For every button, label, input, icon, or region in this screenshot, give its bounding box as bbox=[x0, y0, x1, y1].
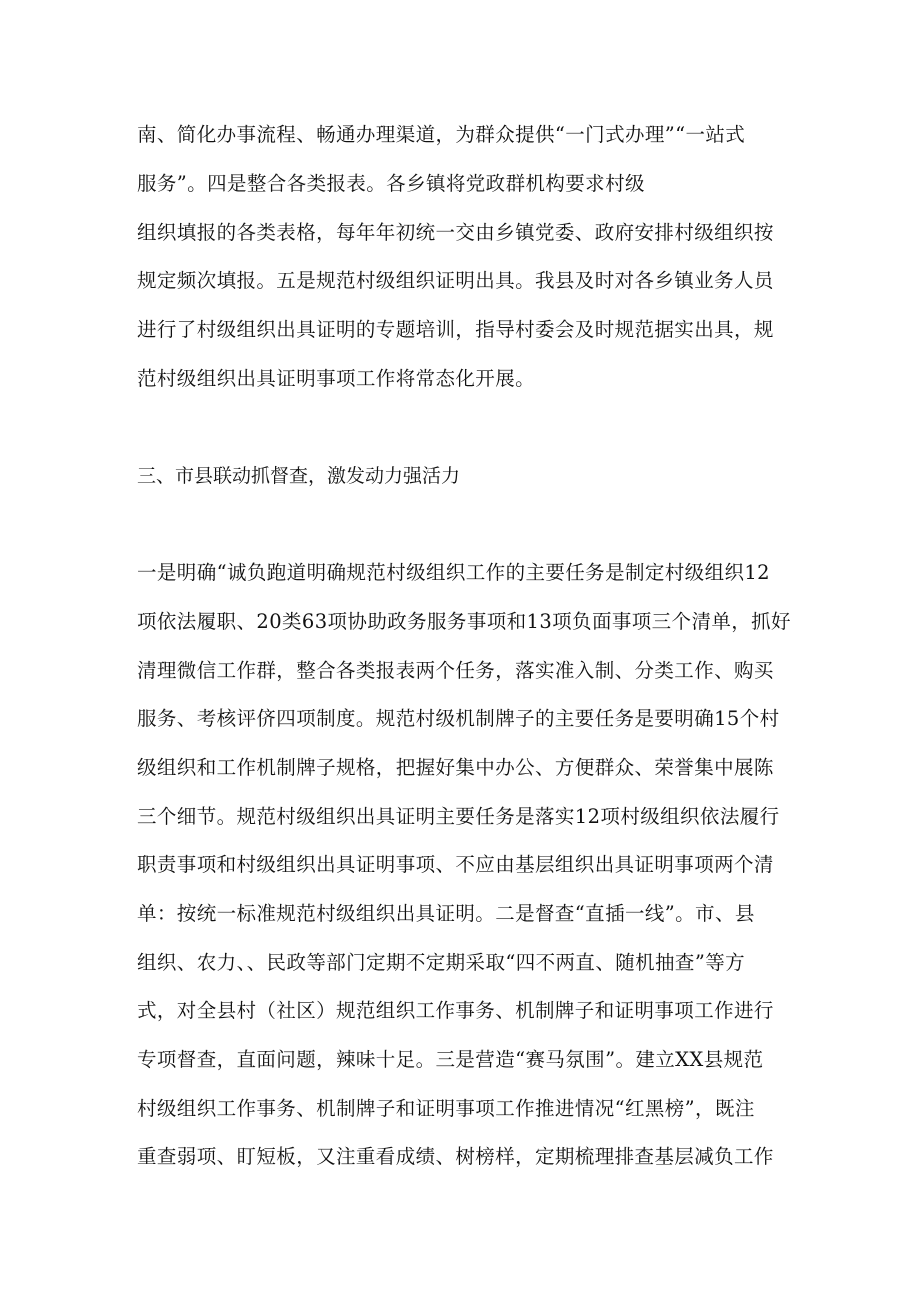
paragraph-line: 清理微信工作群，整合各类报表两个任务，落实准入制、分类工作、购买 bbox=[137, 659, 774, 682]
paragraph-line: 村级组织工作事务、机制牌子和证明事项工作推进情况“红黑榜”，既注 bbox=[137, 1097, 755, 1120]
paragraph-line: 项依法履职、20类63项协助政务服务事项和13项负面事项三个清单，抓好 bbox=[137, 610, 791, 633]
paragraph-line: 服务、考核评侪四项制度。规范村级机制牌子的主要任务是要明确15个村 bbox=[137, 707, 780, 730]
paragraph-line: 进行了村级组织出具证明的专题培训，指导村委会及时规范据实出具，规 bbox=[137, 318, 774, 341]
paragraph-line: 服务”。四是整合各类报表。各乡镇将党政群机构要求村级 bbox=[137, 172, 645, 195]
paragraph-line: 规定频次填报。五是规范村级组织证明出具。我县及时对各乡镇业务人员 bbox=[137, 269, 774, 292]
paragraph-line: 级组织和工作机制牌子规格，把握好集中办公、方便群众、荣誉集中展陈 bbox=[137, 756, 774, 779]
paragraph-line: 范村级组织出具证明事项工作将常态化开展。 bbox=[137, 367, 536, 390]
paragraph-line: 三个细节。规范村级组织出具证明主要任务是落实12项村级组织依法履行 bbox=[137, 805, 780, 828]
paragraph-line: 式，对全县村（社区）规范组织工作事务、机制牌子和证明事项工作进行 bbox=[137, 999, 774, 1022]
paragraph-line: 一是明确“诚负跑道明确规范村级组织工作的主要任务是制定村级组织12 bbox=[137, 561, 770, 584]
paragraph-line: 南、简化办事流程、畅通办理渠道，为群众提供“一门式办理”“一站式 bbox=[137, 123, 746, 146]
paragraph-line: 单：按统一标准规范村级组织出具证明。二是督查“直插一线”。市、县 bbox=[137, 902, 755, 925]
paragraph-line: 重查弱项、盯短板，又注重看成绩、树榜样，定期梳理排查基层减负工作 bbox=[137, 1145, 774, 1168]
paragraph-line: 组织、农力、、民政等部门定期不定期采取“四不两直、随机抽查”等方 bbox=[137, 951, 745, 974]
section-heading: 三、市县联动抓督查，激发动力强活力 bbox=[137, 465, 461, 487]
paragraph-line: 组织填报的各类表格，每年年初统一交由乡镇党委、政府安排村级组织按 bbox=[137, 221, 774, 244]
paragraph-line: 职责事项和村级组织出具证明事项、不应由基层组织出具证明事项两个清 bbox=[137, 853, 774, 876]
paragraph-line: 专项督查，直面问题，辣味十足。三是营造“赛马氛围”。建立XX县规范 bbox=[137, 1048, 764, 1071]
